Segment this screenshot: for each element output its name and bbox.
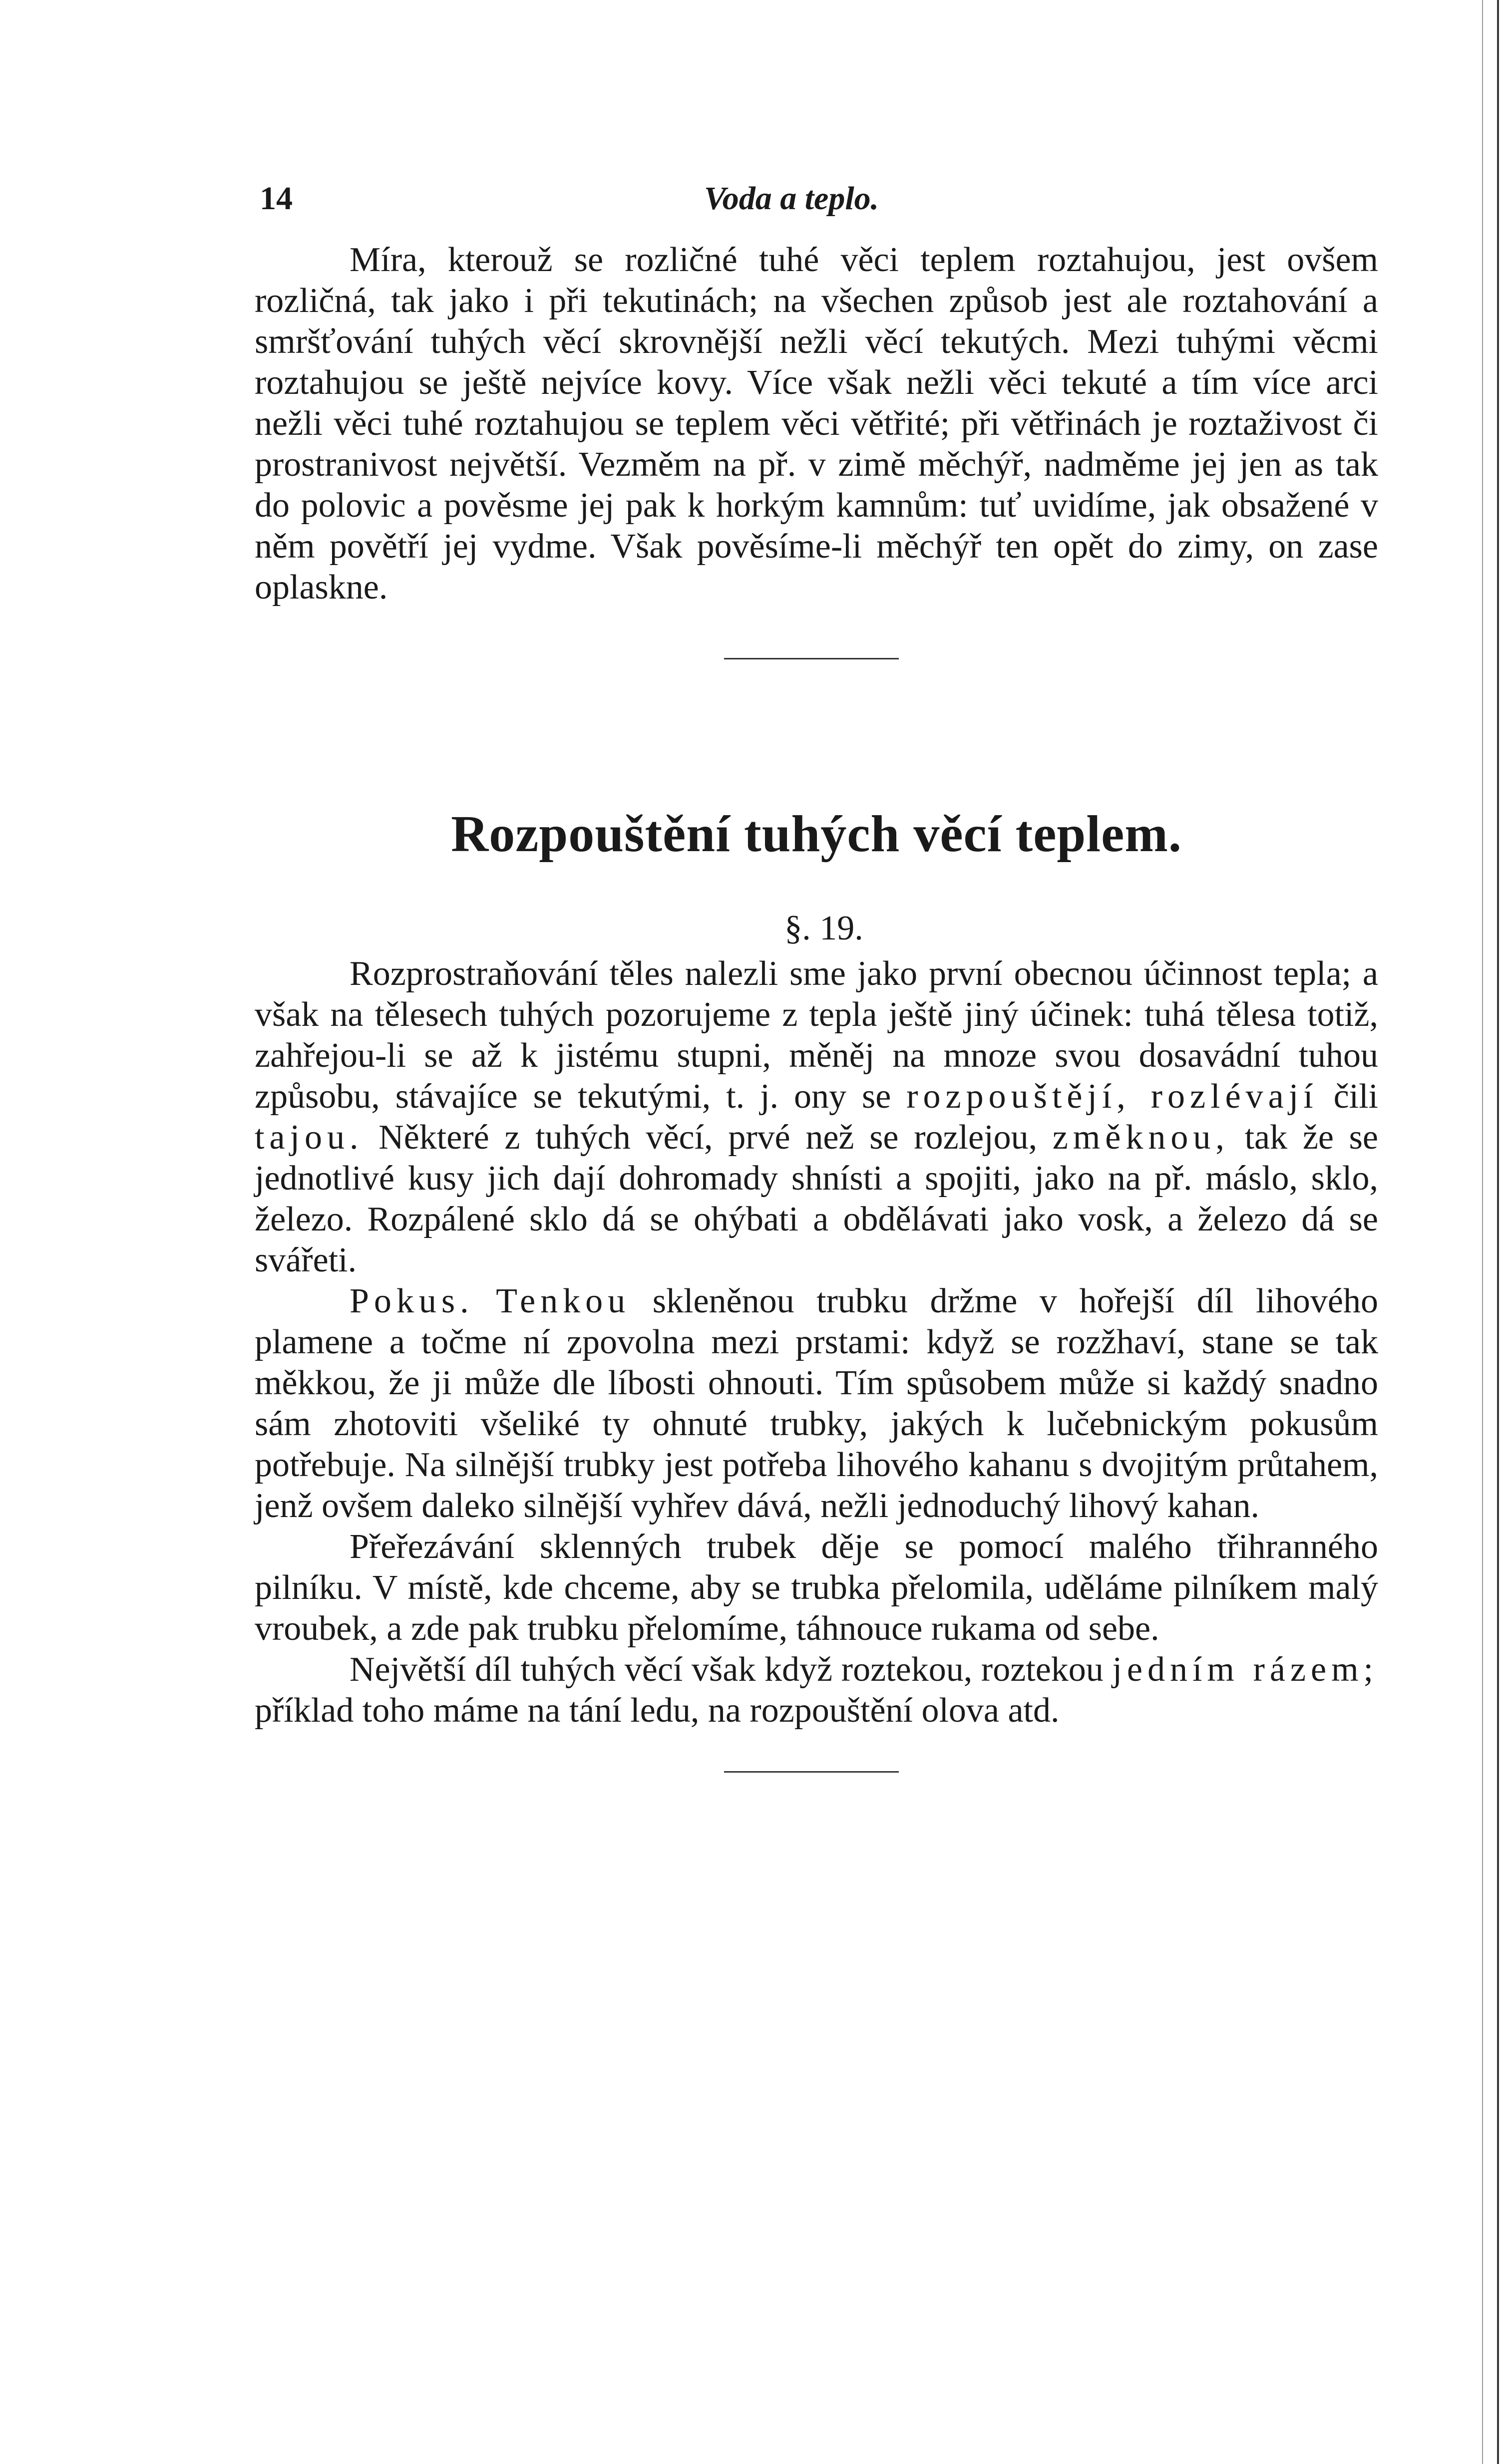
paragraph-text: čili: [1318, 1077, 1378, 1116]
page-number: 14: [260, 180, 293, 217]
paragraph-text: Některé z tuhých věcí, prvé než se rozlejou,: [363, 1118, 1053, 1157]
scan-edge: [1497, 0, 1499, 2464]
section-paragraph-2: [255, 1281, 1378, 1527]
section-number: §. 19.: [784, 909, 863, 947]
emphasized-text: jedním rázem;: [1112, 1650, 1378, 1689]
paragraph-text: [474, 1282, 496, 1320]
emphasized-text: Pokus.: [350, 1282, 474, 1320]
paragraph-text: příklad toho máme na tání ledu, na rozpouštění olova atd.: [255, 1691, 1060, 1730]
paragraph-text: skleněnou trubku držme v hořejší díl lihového plamene a točme ní zpovolna mezi prstami: když se rozžhaví, stane se tak měkkou, že ji může dle líbosti ohnouti. Tím spůsobem může si každý snadno sám zhotoviti všeliké ty ohnuté trubky, jakých k lučebnickým pokusům potřebuje. Na silnější trubky jest potřeba lihového kahanu s dvojitým průtahem, jenž ovšem daleko silnější vyhřev dává, nežli jednoduchý lihový kahan.: [255, 1282, 1378, 1525]
section-divider-bottom: [724, 1771, 899, 1773]
emphasized-text: změknou,: [1052, 1118, 1229, 1157]
paragraph-text: Největší díl tuhých věcí však když roztekou, roztekou: [350, 1650, 1113, 1689]
running-head: [255, 180, 1378, 230]
section-title: Rozpouštění tuhých věcí teplem.: [451, 805, 1182, 863]
section-paragraph-4: [255, 1649, 1378, 1731]
intro-paragraph: Míra, kterouž se rozličné tuhé věci teplem roztahujou, jest ovšem rozličná, tak jako i při tekutinách; na všechen způsob jest ale roztahování a smršťování tuhých věcí skrovnější nežli věcí tekutých. Mezi tuhými věcmi roztahujou se ještě nejvíce kovy. Více však nežli věci tekuté a tím více arci nežli věci tuhé roztahujou se teplem věci větřité; při větřinách je roztaživost či prostranivost největší. Vezměm na př. v zimě měchýř, nadměme jej jen as tak do polovic a pověsme jej pak k horkým kamnům: tuť uvidíme, jak obsažené v něm povětří jej vydme. Však pověsíme-li měchýř ten opět do zimy, on zase oplaskne.: [255, 241, 1378, 607]
section-paragraph-3: Přeřezávání sklenných trubek děje se pomocí malého třihranného pilníku. V místě, kde chceme, aby se trubka přelomila, uděláme pilníkem malý vroubek, a zde pak trubku přelomíme, táhnouce rukama od sebe.: [255, 1528, 1378, 1648]
book-page: [255, 180, 1378, 1773]
scan-edge-faint: [1482, 0, 1483, 2464]
paragraph-text: Rozprostraňování těles nalezli sme jako první obecnou účinnost tepla; a však na tělesech tuhých pozorujeme z tepla ještě jiný účinek: tuhá tělesa totiž, zahřejou-li se až k jistému stupni, měněj na mnoze svou dosavádní tuhou způsobu, stávajíce se tekutými, t. j. ony se: [255, 954, 1378, 1116]
emphasized-text: Tenkou: [496, 1282, 631, 1320]
section-divider-top: [724, 658, 899, 659]
running-title: Voda a teplo.: [704, 180, 879, 217]
emphasized-text: tajou.: [255, 1118, 364, 1157]
paragraph-text: tak že se jednotlivé kusy jich dají dohromady shnísti a spojiti, jako na př. máslo, sklo, železo. Rozpálené sklo dá se ohýbati a obdělávati jako vosk, a železo dá se svářeti.: [255, 1118, 1378, 1279]
section-paragraph-1: [255, 953, 1378, 1281]
emphasized-text: rozpouštějí, rozlévají: [906, 1077, 1318, 1116]
